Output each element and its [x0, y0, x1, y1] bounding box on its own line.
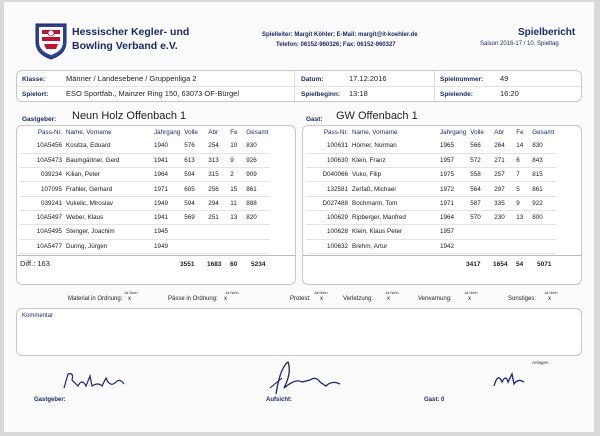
- jahrgang-cell: 1949: [152, 239, 182, 253]
- verwarnung-label: Verwarnung:: [418, 296, 452, 302]
- player-name-cell: Ripberger, Manfred: [350, 210, 438, 224]
- org-name-line1: Hessischer Kegler- und: [72, 26, 190, 38]
- kommentar-label: Kommentar: [22, 313, 54, 319]
- player-name-cell: Klein, Franz: [350, 153, 438, 167]
- col-pass: Pass-Nr.: [323, 129, 348, 136]
- volle-cell: 569: [182, 210, 206, 224]
- player-row: [20, 153, 270, 167]
- fe-cell: [228, 239, 244, 253]
- pass-nr-cell: D040066: [306, 168, 350, 182]
- pass-nr-cell: 10A5477: [20, 239, 64, 253]
- col-name: Name, Vorname: [66, 129, 112, 136]
- fe-cell: [228, 225, 244, 239]
- spielbeginn-value: 13:18: [349, 89, 368, 98]
- gesamt-cell: 820: [244, 210, 270, 224]
- player-name-cell: Zerfaß, Michael: [350, 182, 438, 196]
- fe-cell: 9: [514, 196, 530, 210]
- kommentar-box[interactable]: [16, 308, 582, 356]
- volle-cell: 594: [182, 196, 206, 210]
- jahrgang-cell: 1964: [152, 168, 182, 182]
- fe-cell: 14: [514, 139, 530, 153]
- fe-cell: 13: [514, 210, 530, 224]
- abr-cell: 313: [206, 153, 228, 167]
- spielende-label: Spielende:: [440, 91, 473, 98]
- pass-nr-cell: 10A5456: [20, 139, 64, 153]
- col-volle: Volle: [184, 129, 198, 136]
- season-info: Saison 2016-17 / 10. Spieltag: [480, 41, 559, 47]
- guest-total-abr: 1654: [493, 261, 508, 268]
- abr-cell: 230: [492, 210, 514, 224]
- doc-title: Spielbericht: [518, 27, 576, 38]
- aufsicht-sign-label: Aufsicht:: [266, 397, 292, 403]
- score-sheet: [4, 2, 594, 432]
- pass-nr-cell: 100632: [306, 239, 350, 253]
- fe-cell: 10: [228, 139, 244, 153]
- pass-nr-cell: 100628: [306, 225, 350, 239]
- ja-nein-hint: Ja Nein: [314, 290, 328, 295]
- fe-cell: [514, 225, 530, 239]
- player-row: [306, 239, 556, 253]
- fe-cell: [514, 239, 530, 253]
- volle-cell: [468, 239, 492, 253]
- spielnummer-value: 49: [500, 74, 509, 83]
- pass-nr-cell: 039234: [20, 168, 64, 182]
- jahrgang-cell: 1972: [438, 182, 468, 196]
- col-jahrgang: Jahrgang: [154, 129, 181, 136]
- player-name-cell: Bochmann, Tom: [350, 196, 438, 210]
- home-total-fe: 60: [230, 261, 238, 268]
- gastgeber-sign-label: Gastgeber:: [34, 397, 66, 403]
- home-diff: Diff.: 163: [20, 259, 50, 268]
- gesamt-cell: 888: [244, 196, 270, 210]
- gesamt-cell: [244, 225, 270, 239]
- player-row: [20, 225, 270, 239]
- guest-total-volle: 3417: [466, 261, 481, 268]
- jahrgang-cell: 1957: [438, 225, 468, 239]
- jahrgang-cell: 1964: [438, 210, 468, 224]
- pass-nr-cell: 100630: [306, 153, 350, 167]
- abr-cell: [492, 239, 514, 253]
- jahrgang-cell: 1941: [152, 210, 182, 224]
- guest-team-name: GW Offenbach 1: [336, 110, 418, 122]
- pass-nr-cell: D027488: [306, 196, 350, 210]
- jahrgang-cell: 1940: [152, 139, 182, 153]
- jahrgang-cell: 1949: [152, 196, 182, 210]
- player-row: [306, 182, 556, 196]
- gesamt-cell: [530, 225, 556, 239]
- fe-cell: 11: [228, 196, 244, 210]
- abr-cell: [492, 225, 514, 239]
- col-jahrgang: Jahrgang: [440, 129, 467, 136]
- jahrgang-cell: 1942: [438, 239, 468, 253]
- player-name-cell: Frahler, Gerhard: [64, 182, 152, 196]
- pass-nr-cell: 10A5497: [20, 210, 64, 224]
- fe-cell: 9: [228, 153, 244, 167]
- gast-sign-label: Gast: 0: [424, 397, 445, 403]
- col-abr: Abr: [494, 129, 505, 136]
- volle-cell: [468, 225, 492, 239]
- jahrgang-cell: 1945: [152, 225, 182, 239]
- gesamt-cell: [244, 239, 270, 253]
- jahrgang-cell: 1975: [438, 168, 468, 182]
- jahrgang-cell: 1957: [438, 153, 468, 167]
- player-name-cell: Vukelic, Miroslav: [64, 196, 152, 210]
- guest-roster-table: [306, 126, 556, 254]
- player-name-cell: Klein, Klaus Peter: [350, 225, 438, 239]
- player-row: [306, 225, 556, 239]
- player-row: [20, 168, 270, 182]
- player-name-cell: Stenger, Joachim: [64, 225, 152, 239]
- player-name-cell: Brehm, Artur: [350, 239, 438, 253]
- spielende-value: 16:20: [500, 89, 519, 98]
- ja-nein-hint: Ja Nein: [124, 290, 138, 295]
- home-label: Gastgeber:: [22, 116, 57, 123]
- col-pass: Pass-Nr.: [37, 129, 62, 136]
- volle-cell: 558: [468, 168, 492, 182]
- verletzung-label: Verletzung:: [343, 296, 374, 302]
- col-gesamt: Gesamt: [532, 129, 555, 136]
- volle-cell: 572: [468, 153, 492, 167]
- gesamt-cell: 861: [530, 182, 556, 196]
- pass-nr-cell: 10A5495: [20, 225, 64, 239]
- paesse-check[interactable]: x: [224, 296, 227, 302]
- gesamt-cell: 830: [530, 139, 556, 153]
- volle-cell: [182, 225, 206, 239]
- abr-cell: 264: [492, 139, 514, 153]
- home-roster-table: [20, 126, 270, 254]
- datum-label: Datum:: [301, 76, 324, 83]
- guest-label: Gast:: [306, 116, 323, 123]
- volle-cell: 564: [468, 182, 492, 196]
- player-row: [20, 239, 270, 253]
- volle-cell: 576: [182, 139, 206, 153]
- abr-cell: 256: [206, 182, 228, 196]
- col-volle: Volle: [470, 129, 484, 136]
- player-name-cell: Vuko, Filip: [350, 168, 438, 182]
- abr-cell: 294: [206, 196, 228, 210]
- verwarnung-check[interactable]: x: [468, 296, 471, 302]
- protest-check[interactable]: x: [320, 296, 323, 302]
- player-name-cell: Kositza, Eduard: [64, 139, 152, 153]
- gesamt-cell: 800: [530, 210, 556, 224]
- player-row: [20, 196, 270, 210]
- jahrgang-cell: 1941: [152, 153, 182, 167]
- datum-value: 17.12.2016: [349, 74, 387, 83]
- player-row: [306, 139, 556, 153]
- volle-cell: 570: [468, 210, 492, 224]
- player-name-cell: Baumgärtner, Gerd: [64, 153, 152, 167]
- home-total-abr: 1683: [207, 261, 222, 268]
- volle-cell: [182, 239, 206, 253]
- fe-cell: 15: [228, 182, 244, 196]
- home-team-name: Neun Holz Offenbach 1: [72, 110, 187, 122]
- pass-nr-cell: 039241: [20, 196, 64, 210]
- pass-nr-cell: 132581: [306, 182, 350, 196]
- abr-cell: 271: [492, 153, 514, 167]
- klasse-label: Klasse:: [22, 76, 46, 83]
- abr-cell: 251: [206, 210, 228, 224]
- volle-cell: 566: [468, 139, 492, 153]
- volle-cell: 613: [182, 153, 206, 167]
- player-row: [306, 168, 556, 182]
- ja-nein-hint: Ja Nein: [225, 290, 239, 295]
- gesamt-cell: 926: [244, 153, 270, 167]
- abr-cell: 315: [206, 168, 228, 182]
- gesamt-cell: 922: [530, 196, 556, 210]
- spielbeginn-label: Spielbeginn:: [301, 91, 340, 98]
- home-total-gesamt: 5234: [251, 261, 266, 268]
- player-name-cell: Kilian, Peter: [64, 168, 152, 182]
- sonstiges-check[interactable]: x: [548, 296, 551, 302]
- abr-cell: 257: [492, 168, 514, 182]
- gast-signature-icon: [490, 368, 530, 390]
- anlagen-label: Anlagen: [532, 360, 549, 365]
- player-row: [20, 139, 270, 153]
- abr-cell: 335: [492, 196, 514, 210]
- spielort-label: Spielort:: [22, 91, 49, 98]
- abr-cell: [206, 225, 228, 239]
- jahrgang-cell: 1965: [438, 139, 468, 153]
- volle-cell: 594: [182, 168, 206, 182]
- gastgeber-signature-icon: [60, 368, 130, 394]
- volle-cell: 587: [468, 196, 492, 210]
- col-name: Name, Vorname: [352, 129, 398, 136]
- jahrgang-cell: 1971: [152, 182, 182, 196]
- league-leader: Spielleiter: Margit Köhler; E-Mail: margit@it-koehler.de: [262, 32, 418, 38]
- verletzung-check[interactable]: x: [387, 296, 390, 302]
- material-label: Material in Ordnung:: [68, 296, 123, 302]
- material-check[interactable]: x: [128, 296, 131, 302]
- abr-cell: 297: [492, 182, 514, 196]
- protest-label: Protest:: [290, 296, 311, 302]
- player-row: [306, 196, 556, 210]
- gesamt-cell: 909: [244, 168, 270, 182]
- player-name-cell: Hörner, Norman: [350, 139, 438, 153]
- gesamt-cell: 843: [530, 153, 556, 167]
- spielnummer-label: Spielnummer:: [440, 76, 484, 83]
- col-fe: Fe: [230, 129, 238, 136]
- player-row: [306, 153, 556, 167]
- player-name-cell: Weber, Klaus: [64, 210, 152, 224]
- fe-cell: 2: [228, 168, 244, 182]
- fe-cell: 6: [514, 153, 530, 167]
- sonstiges-label: Sonstiges:: [508, 296, 537, 302]
- abr-cell: [206, 239, 228, 253]
- col-abr: Abr: [208, 129, 219, 136]
- jahrgang-cell: 1971: [438, 196, 468, 210]
- gesamt-cell: 861: [244, 182, 270, 196]
- klasse-value: Männer / Landesebene / Gruppenliga 2: [66, 74, 197, 83]
- abr-cell: 254: [206, 139, 228, 153]
- guest-total-fe: 54: [516, 261, 524, 268]
- player-row: [20, 182, 270, 196]
- volle-cell: 605: [182, 182, 206, 196]
- hkbv-logo-icon: [34, 22, 68, 60]
- fe-cell: 7: [514, 168, 530, 182]
- col-gesamt: Gesamt: [246, 129, 269, 136]
- player-name-cell: During, Jürgen: [64, 239, 152, 253]
- gesamt-cell: 815: [530, 168, 556, 182]
- org-name-line2: Bowling Verband e.V.: [72, 40, 178, 52]
- spielort-value: ESO Sportfab., Mainzer Ring 150, 63073 OF-Bürgel: [66, 89, 240, 98]
- pass-nr-cell: 100629: [306, 210, 350, 224]
- home-total-volle: 3551: [180, 261, 195, 268]
- pass-nr-cell: 10A5473: [20, 153, 64, 167]
- gesamt-cell: [530, 239, 556, 253]
- paesse-label: Pässe in Ordnung:: [168, 296, 218, 302]
- gesamt-cell: 830: [244, 139, 270, 153]
- guest-total-gesamt: 5071: [537, 261, 552, 268]
- ja-nein-hint: Ja Nein: [544, 290, 558, 295]
- aufsicht-signature-icon: [262, 358, 352, 398]
- col-fe: Fe: [516, 129, 524, 136]
- league-phone: Telefon: 06152-960326; Fax: 06152-960327: [276, 42, 396, 48]
- ja-nein-hint: Ja Nein: [464, 290, 478, 295]
- fe-cell: 5: [514, 182, 530, 196]
- pass-nr-cell: 107095: [20, 182, 64, 196]
- player-row: [20, 210, 270, 224]
- ja-nein-hint: Ja Nein: [385, 290, 399, 295]
- fe-cell: 13: [228, 210, 244, 224]
- player-row: [306, 210, 556, 224]
- pass-nr-cell: 100631: [306, 139, 350, 153]
